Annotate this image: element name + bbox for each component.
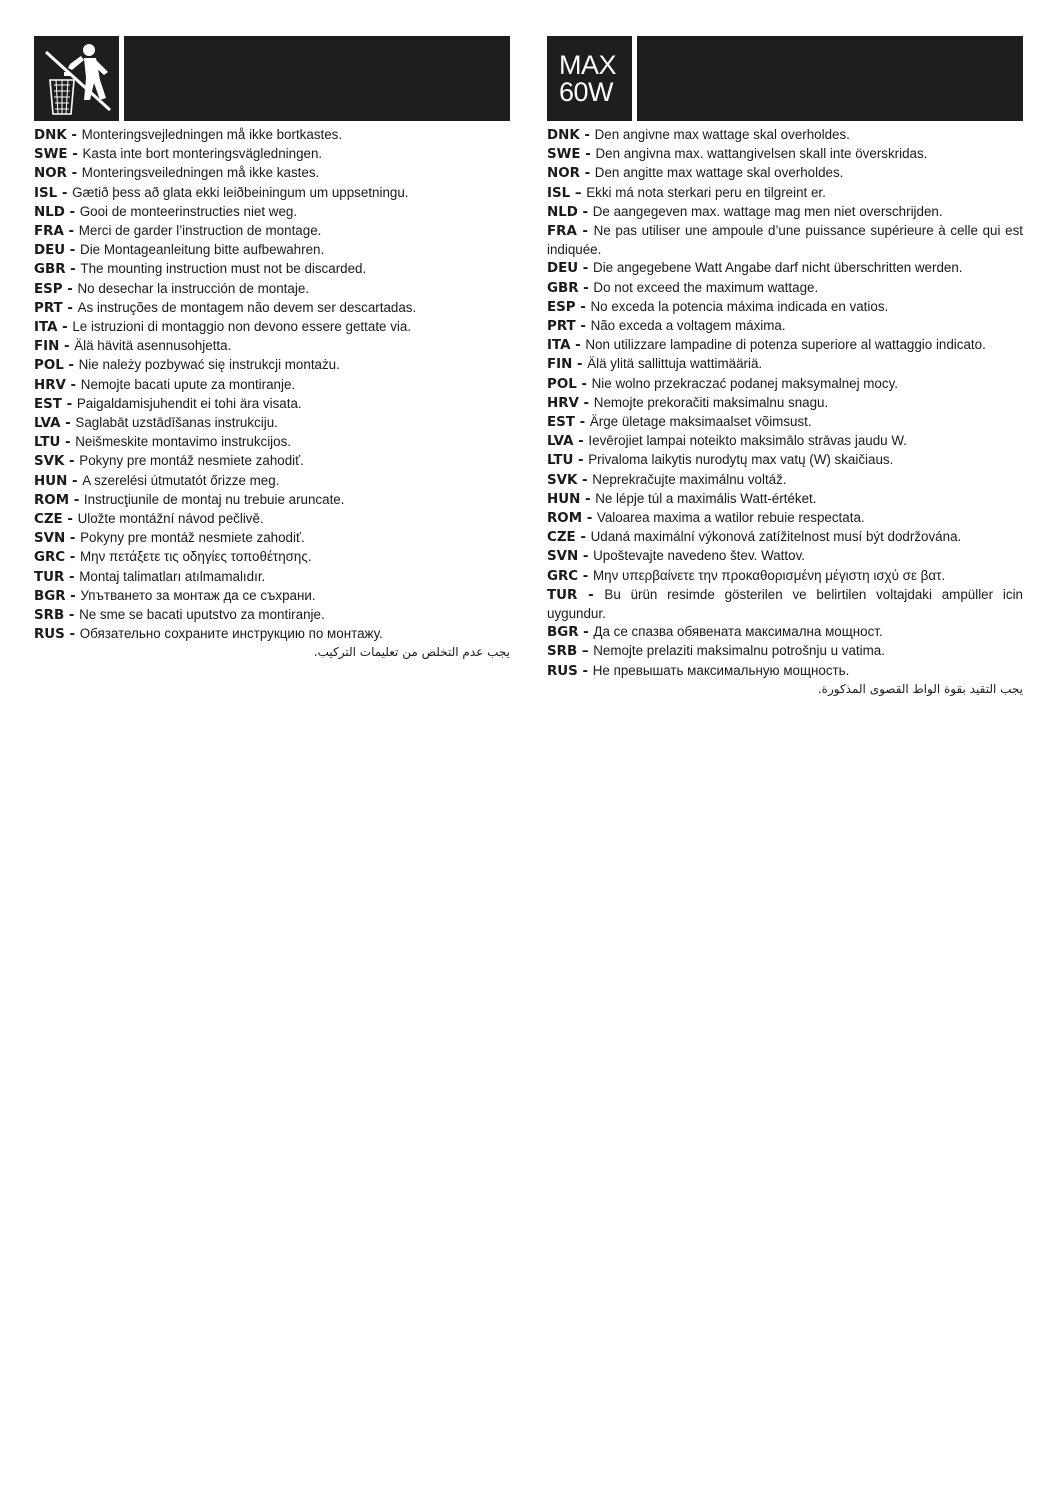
separator: - — [60, 435, 76, 451]
language-code: SWE — [547, 147, 581, 163]
left-entry-list — [34, 126, 510, 644]
language-code: SVN — [34, 531, 66, 547]
language-code: ROM — [547, 511, 583, 527]
language-entry — [547, 471, 1023, 490]
separator: - — [572, 357, 588, 373]
separator: - — [62, 281, 78, 297]
language-code: HRV — [34, 377, 66, 393]
right-header — [547, 36, 1023, 121]
language-code: LTU — [34, 435, 61, 451]
language-code: TUR — [34, 569, 65, 585]
separator: – — [570, 185, 587, 201]
max-wattage-badge — [547, 36, 632, 121]
left-header — [34, 36, 510, 121]
instruction-text: Den angitte max wattage skal overholdes. — [594, 165, 844, 181]
instruction-text: Kasta inte bort monteringsvägledningen. — [82, 146, 323, 162]
separator: - — [65, 588, 81, 604]
separator: - — [64, 569, 80, 585]
separator: - — [575, 530, 591, 546]
separator: - — [64, 454, 80, 470]
language-code: GRC — [547, 568, 579, 584]
separator: - — [60, 416, 76, 432]
language-code: NLD — [547, 204, 578, 220]
instruction-text: Paigaldamisjuhendit ei tohi ära visata. — [76, 395, 302, 411]
separator: - — [63, 358, 79, 374]
language-code: RUS — [34, 627, 65, 643]
separator: - — [576, 224, 594, 240]
language-code: NOR — [547, 166, 580, 182]
language-code: LTU — [547, 453, 574, 469]
instruction-text: Не превышать максимальную мощность. — [592, 662, 850, 678]
instruction-text: Μην υπερβαίνετε την προκαθορισμένη μέγιστη ισχύ σε βατ. — [593, 567, 946, 583]
language-entry — [547, 336, 1023, 355]
instruction-text: Neprekračujte maximálnu voltáž. — [592, 471, 787, 487]
instruction-text: Saglabāt uzstādīšanas instrukciju. — [75, 415, 278, 431]
language-code: EST — [547, 415, 575, 431]
separator: - — [65, 243, 81, 259]
language-entry — [34, 280, 510, 299]
language-entry — [547, 547, 1023, 566]
instruction-text: Neišmeskite montavimo instrukcijos. — [75, 434, 292, 450]
instruction-text: Merci de garder l’instruction de montage. — [78, 223, 322, 239]
language-entry — [34, 145, 510, 164]
separator: - — [57, 185, 73, 201]
language-code: RUS — [547, 663, 578, 679]
separator: - — [66, 128, 82, 143]
separator: - — [65, 262, 81, 278]
language-code: ROM — [34, 492, 70, 508]
language-code: ESP — [34, 281, 63, 297]
language-entry — [34, 548, 510, 567]
language-entry — [34, 510, 510, 529]
instruction-text: Gætið þess að glata ekki leiðbeiningum um uppsetningu. — [72, 184, 409, 200]
separator: - — [582, 511, 597, 527]
language-entry — [547, 432, 1023, 451]
language-code: FIN — [547, 357, 573, 373]
separator: - — [64, 627, 80, 643]
language-entry — [547, 222, 1023, 259]
language-entry — [547, 164, 1023, 183]
language-code: ISL — [547, 185, 571, 201]
language-code: GBR — [34, 262, 66, 278]
language-code: FRA — [547, 224, 577, 240]
instruction-text: Pokyny pre montáž nesmiete zahodiť. — [80, 530, 305, 546]
separator: - — [574, 415, 590, 431]
language-entry — [34, 587, 510, 606]
language-entry — [34, 376, 510, 395]
separator: – — [577, 644, 594, 660]
separator: - — [63, 224, 79, 240]
instruction-text: Pokyny pre montáž nesmiete zahodiť. — [79, 453, 304, 469]
language-entry — [547, 490, 1023, 509]
language-entry — [547, 413, 1023, 432]
instruction-text: Die angegebene Watt Angabe darf nicht überschritten werden. — [593, 260, 963, 276]
language-code: DEU — [34, 243, 66, 259]
instruction-text: Den angivna max. wattangivelsen skall inte överskridas. — [595, 146, 928, 162]
separator: - — [573, 434, 589, 450]
separator: - — [579, 166, 595, 182]
instruction-text: Nemojte prelaziti maksimalnu potrošnju u vatima. — [593, 643, 885, 659]
separator: - — [65, 377, 81, 393]
language-code: NLD — [34, 204, 65, 220]
language-entry — [34, 203, 510, 222]
language-code: POL — [34, 358, 64, 374]
separator: - — [577, 587, 605, 603]
instruction-text: Nie należy pozbywać się instrukcji montażu. — [78, 357, 340, 373]
instruction-text: Monteringsveiledningen må ikke kastes. — [81, 165, 320, 181]
no-littering-icon — [34, 36, 119, 121]
language-entry — [547, 279, 1023, 298]
instruction-text: Ne lépje túl a maximális Watt-értéket. — [595, 490, 817, 506]
language-code: SVK — [34, 454, 65, 470]
language-entry — [547, 184, 1023, 203]
right-panel — [547, 36, 1023, 697]
language-entry — [34, 433, 510, 452]
instruction-text: Privaloma laikytis nurodytų max vatų (W) skaičiaus. — [588, 452, 894, 468]
language-code: ITA — [34, 320, 58, 336]
language-code: SVN — [547, 549, 579, 565]
language-entry — [34, 337, 510, 356]
instruction-text: Upoštevajte navedeno štev. Wattov. — [593, 548, 805, 564]
separator: - — [578, 549, 594, 565]
language-entry — [34, 241, 510, 260]
language-entry — [547, 662, 1023, 681]
language-entry — [547, 375, 1023, 394]
separator: - — [580, 491, 596, 507]
left-header-bar — [124, 36, 510, 121]
instruction-text: Обязательно сохраните инструкцию по монтажу. — [79, 626, 383, 642]
separator: - — [579, 128, 595, 143]
language-entry — [34, 126, 510, 145]
language-entry — [547, 567, 1023, 586]
separator: - — [69, 492, 84, 508]
instruction-text: As instruções de montagem não devem ser descartadas. — [77, 299, 417, 315]
language-code: SVK — [547, 472, 578, 488]
language-entry — [34, 164, 510, 183]
instruction-text: Gooi de monteerinstructies niet weg. — [79, 203, 298, 219]
language-entry — [547, 394, 1023, 413]
separator: - — [66, 166, 82, 182]
instruction-text: Nemojte bacati upute za montiranje. — [80, 376, 296, 392]
language-entry — [547, 317, 1023, 336]
language-entry — [34, 222, 510, 241]
language-entry — [34, 606, 510, 625]
instruction-text: Ärge ületage maksimaalset võimsust. — [589, 414, 812, 430]
instruction-text: Le istruzioni di montaggio non devono essere gettate via. — [72, 319, 412, 335]
right-header-bar — [637, 36, 1023, 121]
language-code: DNK — [34, 128, 67, 143]
separator: - — [577, 663, 593, 679]
language-entry — [34, 472, 510, 491]
language-code: HUN — [34, 473, 68, 489]
badge-line-1: MAX — [559, 49, 617, 80]
language-code: TUR — [547, 587, 578, 603]
instruction-text: Monteringsvejledningen må ikke bortkastes. — [81, 127, 343, 142]
language-entry — [34, 529, 510, 548]
instruction-text: Да се спазва обявената максимална мощност. — [593, 624, 883, 640]
instruction-text: Montaj talimatları atılmamalıdır. — [79, 568, 266, 584]
badge-line-2: 60W — [559, 76, 614, 107]
language-code: ISL — [34, 185, 58, 201]
instruction-text: No exceda la potencia máxima indicada en vatios. — [590, 298, 889, 314]
language-code: NOR — [34, 166, 67, 182]
separator: - — [64, 204, 80, 220]
separator: - — [61, 396, 77, 412]
language-code: EST — [34, 396, 62, 412]
language-entry — [34, 184, 510, 203]
language-entry — [547, 145, 1023, 164]
instruction-text: Uložte montážní návod pečlivě. — [77, 511, 264, 527]
language-entry — [547, 623, 1023, 642]
language-code: FRA — [34, 224, 64, 240]
language-code: SRB — [547, 644, 578, 660]
language-code: HUN — [547, 491, 581, 507]
language-code: ESP — [547, 299, 576, 315]
instruction-text: Não exceda a voltagem máxima. — [590, 318, 786, 334]
language-code: DNK — [547, 128, 580, 143]
instruction-text: Valoarea maxima a watilor rebuie respectata. — [596, 510, 865, 526]
language-entry — [34, 395, 510, 414]
separator: - — [578, 625, 594, 641]
left-arabic-text: يجب عدم التخلص من تعليمات التركيب. — [313, 645, 510, 660]
language-code: GRC — [34, 550, 66, 566]
instruction-text: Den angivne max wattage skal overholdes. — [594, 127, 850, 142]
separator: - — [57, 320, 73, 336]
language-code: POL — [547, 376, 577, 392]
instruction-text: Instrucţiunile de montaj nu trebuie aruncate. — [83, 491, 345, 507]
language-entry — [34, 318, 510, 337]
separator: - — [577, 204, 593, 220]
language-entry — [547, 642, 1023, 661]
language-code: FIN — [34, 339, 60, 355]
language-entry — [34, 356, 510, 375]
instruction-text: Μην πετάξετε τις οδηγίες τοποθέτησης. — [80, 549, 312, 565]
language-entry — [34, 299, 510, 318]
language-code: GBR — [547, 280, 579, 296]
language-entry — [34, 260, 510, 279]
separator: - — [65, 531, 81, 547]
right-arabic-text: يجب التقيد بقوة الواط القصوى المذكورة. — [817, 681, 1023, 696]
instruction-text: Bu ürün resimde gösterilen ve belirtilen voltajdaki ampüller icin uygundur. — [547, 586, 1023, 622]
left-panel — [34, 36, 510, 660]
instruction-text: De aangegeven max. wattage mag men niet overschrijden. — [592, 203, 943, 219]
separator: - — [575, 319, 591, 335]
language-entry — [34, 491, 510, 510]
language-code: LVA — [547, 434, 574, 450]
separator: - — [59, 339, 75, 355]
language-entry — [34, 625, 510, 644]
language-entry — [34, 414, 510, 433]
separator: - — [62, 300, 78, 316]
language-entry — [547, 528, 1023, 547]
instruction-text: A szerelési útmutatót őrizze meg. — [82, 472, 280, 488]
instruction-text: Ne pas utiliser une ampoule d’une puissance supérieure à celle qui est indiquée. — [547, 223, 1023, 258]
instruction-text: No desechar la instrucción de montaje. — [77, 280, 309, 296]
instruction-text: Ekki má nota sterkari peru en tilgreint er. — [586, 184, 826, 200]
language-code: BGR — [34, 588, 66, 604]
language-code: ITA — [547, 338, 571, 354]
instruction-text: Nemojte prekoračiti maksimalnu snagu. — [593, 394, 829, 410]
language-entry — [547, 298, 1023, 317]
language-entry — [547, 259, 1023, 278]
instruction-text: Ievērojiet lampai noteikto maksimālo strāvas jaudu W. — [588, 433, 907, 449]
separator: - — [576, 376, 592, 392]
separator: - — [62, 512, 78, 528]
separator: - — [573, 453, 589, 469]
language-code: SRB — [34, 608, 65, 624]
separator: - — [577, 472, 593, 488]
instruction-text: Упътването за монтаж да се съхрани. — [80, 587, 316, 603]
language-code: PRT — [34, 300, 63, 316]
separator: - — [570, 338, 586, 354]
language-code: HRV — [547, 395, 579, 411]
separator: - — [65, 550, 81, 566]
language-entry — [547, 586, 1023, 623]
separator: - — [580, 147, 596, 163]
language-entry — [547, 509, 1023, 528]
separator: - — [67, 147, 83, 163]
separator: - — [578, 261, 594, 277]
instruction-text: Do not exceed the maximum wattage. — [593, 279, 819, 295]
language-code: DEU — [547, 261, 579, 277]
separator: - — [64, 608, 80, 624]
instruction-text: Nie wolno przekraczać podanej maksymalnej mocy. — [591, 375, 899, 391]
language-entry — [547, 355, 1023, 374]
language-code: BGR — [547, 625, 579, 641]
right-entry-list — [547, 126, 1023, 681]
language-entry — [547, 203, 1023, 222]
separator: - — [578, 395, 594, 411]
language-code: CZE — [547, 530, 576, 546]
language-entry — [547, 451, 1023, 470]
separator: - — [578, 568, 594, 584]
instruction-text: Non utilizzare lampadine di potenza superiore al wattaggio indicato. — [585, 337, 986, 353]
language-entry — [34, 568, 510, 587]
instruction-text: Ne sme se bacati uputstvo za montiranje. — [79, 607, 325, 623]
language-code: PRT — [547, 319, 576, 335]
language-code: CZE — [34, 512, 63, 528]
instruction-text: The mounting instruction must not be discarded. — [80, 261, 367, 277]
instruction-text: Die Montageanleitung bitte aufbewahren. — [80, 242, 325, 258]
language-code: SWE — [34, 147, 68, 163]
language-entry — [34, 452, 510, 471]
separator: - — [67, 473, 83, 489]
language-entry — [547, 126, 1023, 145]
instruction-text: Älä ylitä sallittuja wattimääriä. — [587, 356, 763, 372]
instruction-text: Udaná maximální výkonová zatížitelnost musí být dodržována. — [590, 529, 962, 545]
separator: - — [575, 299, 591, 315]
separator: - — [578, 280, 594, 296]
language-code: LVA — [34, 416, 61, 432]
instruction-text: Älä hävitä asennusohjetta. — [74, 338, 232, 354]
